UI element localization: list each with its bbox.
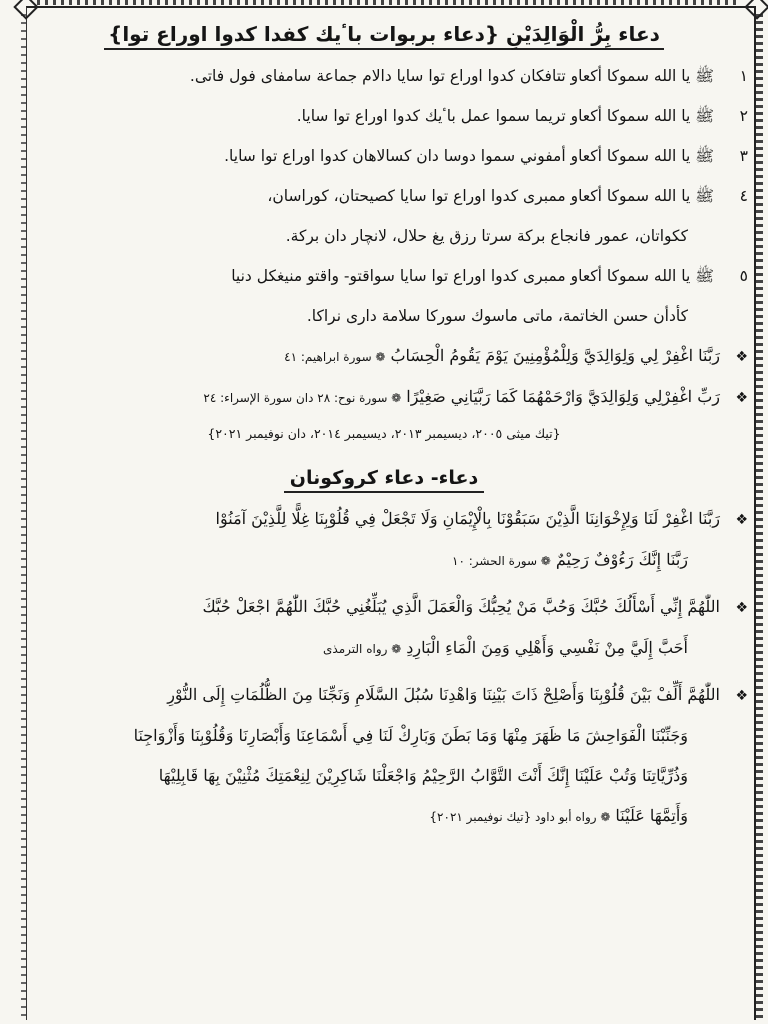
marker-icon: ﷺ xyxy=(695,67,714,85)
verse-reference: ❁ رواه الترمذى xyxy=(323,642,402,656)
corner-ornament-left xyxy=(13,0,38,20)
prayer-item: ٥ﷺ يا الله سموكا أكعاو ممبرى كدوا اوراع توا سايا سواقتو- واقتو منيغكل دنيا xyxy=(231,267,748,285)
verse-item: ❖رَبَّنَا اغْفِرْ لِي وَلِوَالِدَيَّ وَلِلْمُؤْمِنِينَ يَوْمَ يَقُومُ الْحِسَابُ ❁ سورة ابراهيم: ٤١ xyxy=(20,336,748,377)
verse-reference: ❁ سورة ابراهيم: ٤١ xyxy=(284,350,386,364)
verse-item-continuation: وَذُرِّيَّاتِنَا وَتُبْ عَلَيْنَا إِنَّكَ أَنْتَ التَّوَّابُ الرَّحِيْمُ وَاجْعَلْنَا شَاكِرِيْنَ لِنِعْمَتِكَ مُثْنِيْنَ بِهَا قَابِلِيْهَا xyxy=(158,766,688,785)
verse-list-2 xyxy=(20,499,748,837)
verse-reference: ❁ رواه أبو داود {تيك نوفيمبر ٢٠٢١} xyxy=(429,810,611,824)
diamond-bullet-icon: ❖ xyxy=(735,688,748,704)
verse-item-continuation: أَحَبَّ إِلَيَّ مِنْ نَفْسِي وَأَهْلِي وَمِنَ الْمَاءِ الْبَارِدِ ❁ رواه الترمذى xyxy=(323,638,688,657)
marker-icon: ﷺ xyxy=(695,107,714,125)
marker-icon: ﷺ xyxy=(695,267,714,285)
dates-note: {تيك ميثى ٢٠٠٥، ديسيمبر ٢٠١٣، ديسيمبر ٢٠١٤، دان نوفيمبر ٢٠٢١} xyxy=(207,426,561,441)
page-title: دعاء بِرُّ الْوَالِدَيْنِ {دعاء بربوات باٴيك كفدا كدوا اوراع توا} xyxy=(20,22,748,46)
prayer-list xyxy=(20,56,748,336)
border-chain-top xyxy=(37,0,737,5)
marker-icon: ﷺ xyxy=(695,147,714,165)
verse-item-continuation: وَأَتِمَّهَا عَلَيْنَا ❁ رواه أبو داود {تيك نوفيمبر ٢٠٢١} xyxy=(429,806,688,825)
verse-item-continuation: رَبَّنَا إِنَّكَ رَءُوْفٌ رَحِيْمٌ ❁ سورة الحشر: ١٠ xyxy=(452,550,688,569)
verse-item: ❖اللّٰهُمَّ إِنِّي أَسْأَلُكَ حُبَّكَ وَحُبَّ مَنْ يُحِبُّكَ وَالْعَمَلَ الَّذِي يُبَلِّغُنِي حُبَّكَ اللّٰهُمَّ اجْعَلْ حُبَّكَ xyxy=(20,587,748,628)
corner-ornament-right xyxy=(744,0,768,20)
prayer-item: ١ﷺ يا الله سموكا أكعاو تتافكان كدوا اوراع توا سايا دالام جماعة سامفاى فول فاتى. xyxy=(189,67,748,85)
section-title: دعاء- دعاء كروكونان xyxy=(20,467,748,489)
marker-icon: ﷺ xyxy=(695,187,714,205)
diamond-bullet-icon: ❖ xyxy=(735,512,748,528)
verse-item: ❖اللّٰهُمَّ أَلِّفْ بَيْنَ قُلُوْبِنَا وَأَصْلِحْ ذَاتَ بَيْنِنَا وَاهْدِنَا سُبُلَ السَّلَامِ وَنَجِّنَا مِنَ الظُّلُمَاتِ إِلَى النُّوْرِ xyxy=(20,675,748,716)
border-chain-right xyxy=(756,14,763,1020)
prayer-item: ٤ﷺ يا الله سموكا أكعاو ممبرى كدوا اوراع توا سايا كصيحتان، كوراسان، xyxy=(267,187,748,205)
verse-reference: ❁ سورة نوح: ٢٨ دان سورة الإسراء: ٢٤ xyxy=(203,391,402,405)
diamond-bullet-icon: ❖ xyxy=(735,600,748,616)
prayer-item-continuation: ككواتان، عمور فانجاع بركة سرتا رزق يغ حلال، لانچار دان بركة. xyxy=(285,227,688,245)
prayer-item-continuation: كأدأن حسن الخاتمة، ماتى ماسوك سوركا سلامة دارى نراكا. xyxy=(306,307,688,325)
verse-item-continuation: وَجَنِّبْنَا الْفَوَاحِشَ مَا ظَهَرَ مِنْهَا وَمَا بَطَنَ وَبَارِكْ لَنَا فِي أَسْمَاعِنَا وَأَبْصَارِنَا وَقُلُوْبِنَا وَأَزْوَاجِنَا xyxy=(133,726,688,745)
verse-list xyxy=(20,336,748,418)
verse-item: ❖رَبِّ اغْفِرْلِي وَلِوَالِدَيَّ وَارْحَمْهُمَا كَمَا رَبَّيَانِي صَغِيْرًا ❁ سورة نوح: ٢٨ دان سورة الإسراء: ٢٤ xyxy=(20,377,748,418)
verse-item: ❖رَبَّنَا اغْفِرْ لَنَا وَلِإِخْوَانِنَا الَّذِيْنَ سَبَقُوْنَا بِالْإِيْمَانِ وَلَا تَجْعَلْ فِي قُلُوْبِنَا غِلًّا لِلَّذِيْنَ آمَنُوْا xyxy=(20,499,748,540)
prayer-item: ٣ﷺ يا الله سموكا أكعاو أمفوني سموا دوسا دان كسالاهان كدوا اوراع توا سايا. xyxy=(224,147,748,165)
verse-reference: ❁ سورة الحشر: ١٠ xyxy=(452,554,551,568)
document-body xyxy=(20,22,748,837)
diamond-bullet-icon: ❖ xyxy=(735,349,748,365)
diamond-bullet-icon: ❖ xyxy=(735,390,748,406)
prayer-item: ٢ﷺ يا الله سموكا أكعاو تريما سموا عمل باٴيك كدوا اوراع توا سايا. xyxy=(296,107,748,125)
